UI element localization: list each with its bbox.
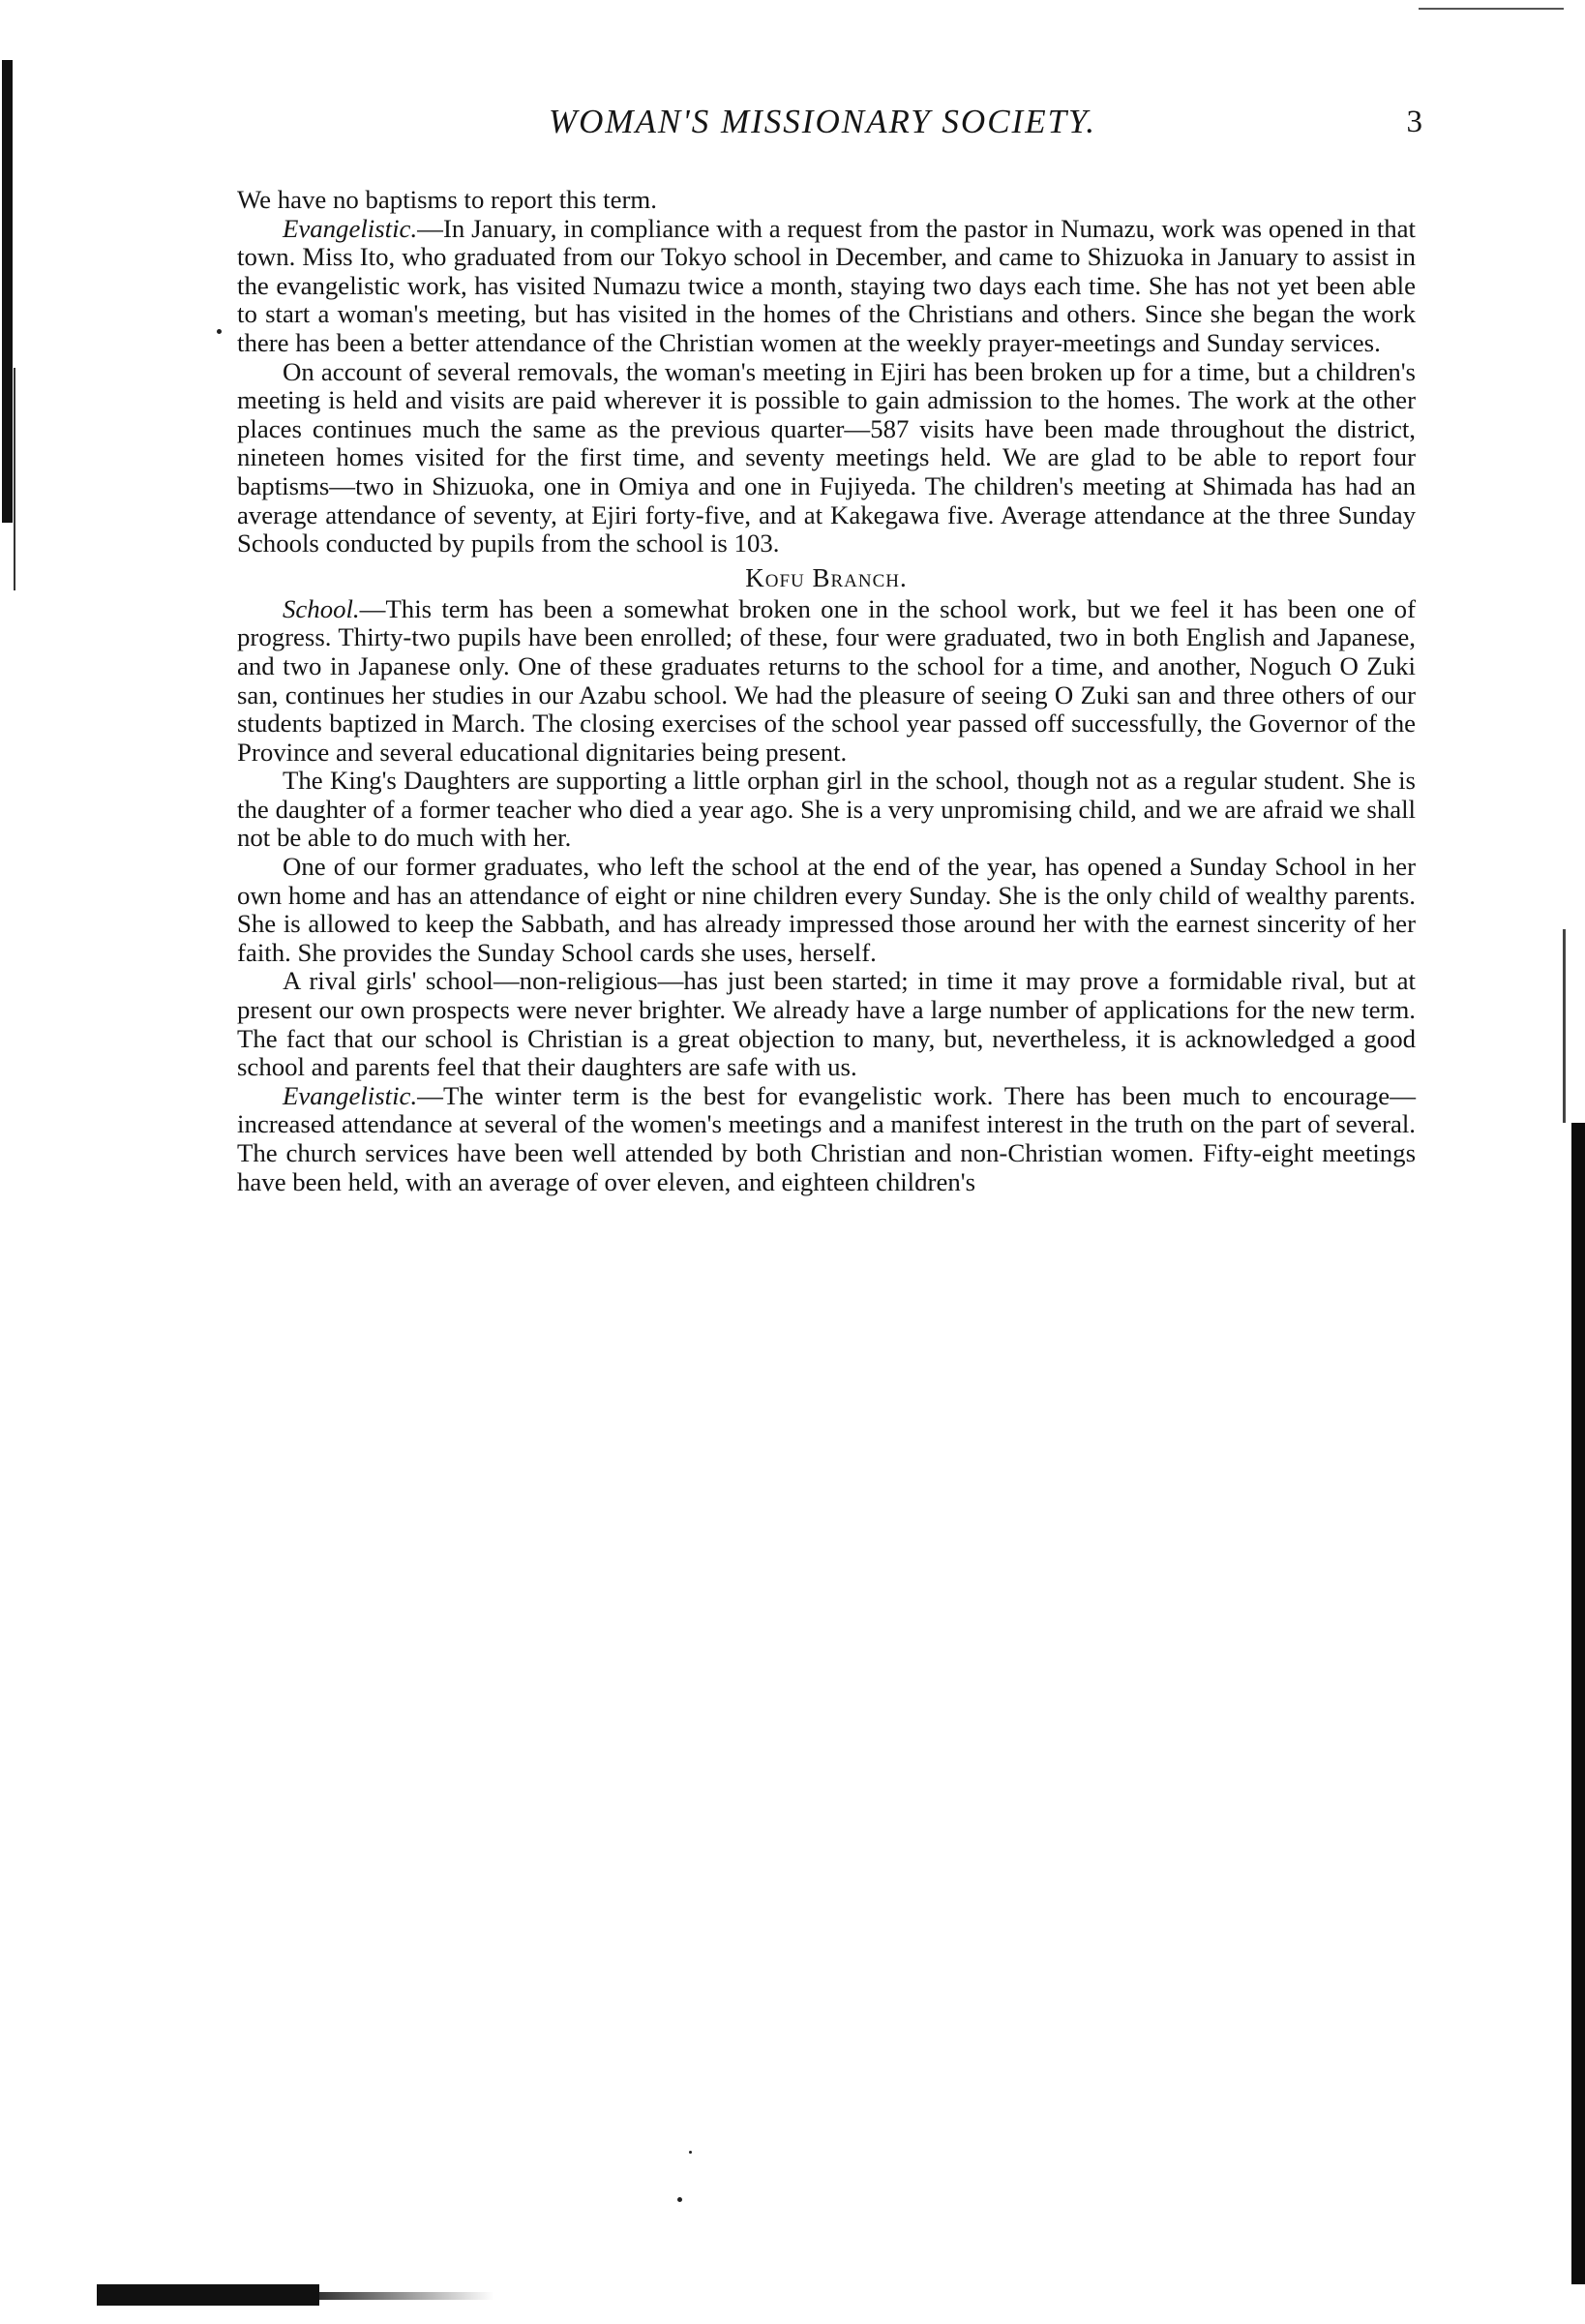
paragraph-lead: Evangelistic. [283, 1080, 418, 1110]
page-number: 3 [1406, 105, 1422, 139]
running-head [223, 99, 1422, 145]
paragraph-text: On account of several removals, the woman's meeting in Ejiri has been broken up for a time, but a children's meeting is held and visits are paid wherever it is possible to gain admission to the homes. The work at the other places continues much the same as the previous quarter—587 visits have been made throughout the district, nineteen homes visited for the first time, and seventy meetings held. We are glad to be able to report four baptisms—two in Shizuoka, one in Omiya and one in Fujiyeda. The children's meeting at Shimada has had an average attendance of seventy, at Ejiri forty-five, and at Kakegawa five. Average attendance at the three Sunday Schools conducted by pupils from the school is 103. [237, 356, 1416, 558]
paragraph [237, 967, 1416, 1081]
paragraph [237, 215, 1416, 358]
scan-edge-left [2, 60, 13, 523]
paragraph-text: —The winter term is the best for evangelistic work. There has been much to encourage—increased attendance at several of the women's meetings and a manifest interest in the truth on the part of several. The church services have been well attended by both Christian and non-Christian women. Fifty-eight meetings have been held, with an average of over eleven, and eighteen children's [237, 1080, 1416, 1196]
paragraph-text: —In January, in compliance with a request from the pastor in Numazu, work was opened in that town. Miss Ito, who graduated from our Tokyo school in December, and came to Shizuoka in January to assist in the evangelistic work, has visited Numazu twice a month, staying two days each time. She has not yet been able to start a woman's meeting, but has visited in the homes of the Christians and others. Since she began the work there has been a better attendance of the Christian women at the weekly prayer-meetings and Sunday services. [237, 213, 1416, 357]
paragraph-text: The King's Daughters are supporting a little orphan girl in the school, though not as a regular student. She is the daughter of a former teacher who died a year ago. She is a very unpromising child, and we are afraid we shall not be able to do much with her. [237, 766, 1416, 853]
scan-speck [689, 2151, 692, 2154]
paragraph-text: One of our former graduates, who left the school at the end of the year, has opened a Sunday School in her own home and has an attendance of eight or nine children every Sunday. She is the only child of wealthy parents. She is allowed to keep the Sabbath, and has already impressed those around her with the earnest sincerity of her faith. She provides the Sunday School cards she uses, herself. [237, 852, 1416, 967]
scan-edge-top [1419, 8, 1564, 10]
scan-edge-bottom [97, 2284, 319, 2306]
scan-edge-bottom-fade [319, 2292, 493, 2300]
paragraph [237, 595, 1416, 768]
paragraph [237, 1082, 1416, 1196]
paragraph-text: A rival girls' school—non-religious—has just been started; in time it may prove a formidable rival, but at present our own prospects were never brighter. We already have a large number of applications for the new term. The fact that our school is Christian is a great objection to many, but, nevertheless, it is acknowledged a good school and parents feel that their daughters are safe with us. [237, 966, 1416, 1082]
section-heading: Kofu Branch. [745, 562, 908, 592]
paragraph [237, 186, 1416, 215]
paragraph [237, 358, 1416, 558]
paragraph-text: We have no baptisms to report this term. [237, 185, 657, 214]
paragraph-text: —This term has been a somewhat broken one in the school work, but we feel it has been one of progress. Thirty-two pupils have been enrolled; of these, four were graduated, two in both English and Japanese, and two in Japanese only. One of these graduates returns to the school for a time, and another, Noguch O Zuki san, continues her studies in our Azabu school. We had the pleasure of seeing O Zuki san and three others of our students baptized in March. The closing exercises of the school year passed off successfully, the Governor of the Province and several educational dignitaries being present. [237, 593, 1416, 767]
scan-edge-right-line [1563, 929, 1566, 1123]
paragraph-lead: School. [283, 593, 360, 623]
paragraph [237, 767, 1416, 853]
running-title: WOMAN'S MISSIONARY SOCIETY. [548, 103, 1097, 140]
scan-edge-right [1571, 1123, 1585, 2284]
scan-speck [677, 2197, 682, 2202]
paragraph-lead: Evangelistic. [283, 213, 418, 243]
scan-edge-left-line [14, 368, 15, 590]
body-text [237, 186, 1416, 1196]
scan-speck [217, 329, 222, 334]
paragraph [237, 853, 1416, 967]
